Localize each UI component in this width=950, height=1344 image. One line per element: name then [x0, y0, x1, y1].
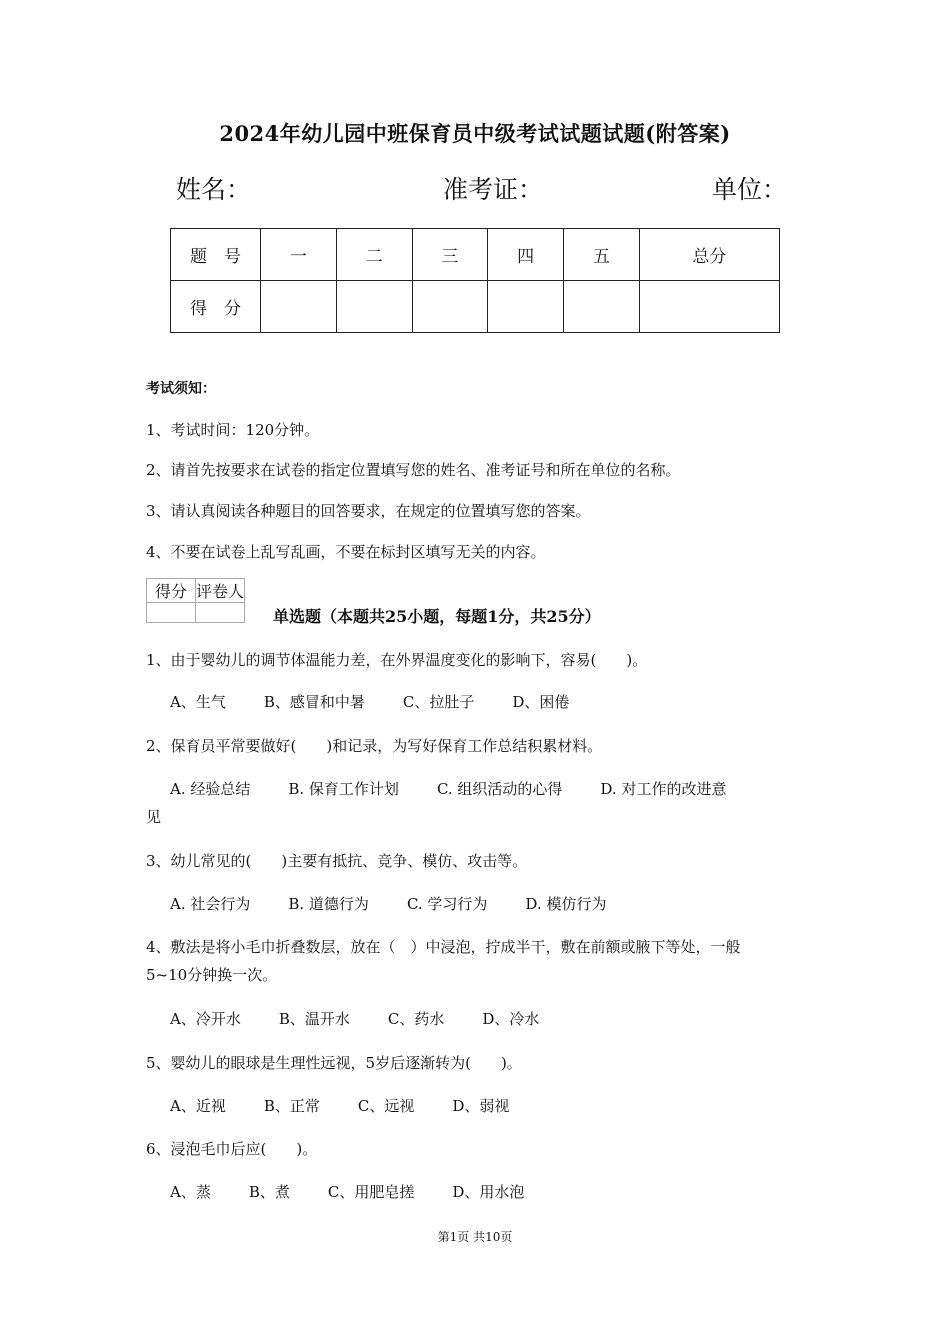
option: C. 学习行为	[406, 895, 488, 913]
score-table	[170, 228, 780, 333]
unit-field-label: 单位：	[712, 175, 788, 204]
option: B. 保育工作计划	[288, 780, 399, 798]
option: B. 道德行为	[288, 895, 369, 913]
question-text: 6、浸泡毛巾后应( )。	[146, 1140, 318, 1158]
score-table-cell: 五	[564, 229, 640, 281]
option: B、温开水	[278, 1010, 350, 1028]
question-options	[170, 1181, 562, 1202]
notice-item: 2、请首先按要求在试卷的指定位置填写您的姓名、准考证号和所在单位的名称。	[146, 461, 681, 479]
score-table-cell: 一	[261, 229, 337, 281]
question-text: 5、婴幼儿的眼球是生理性远视，5岁后逐渐转为( )。	[146, 1054, 522, 1072]
option: A. 经验总结	[170, 780, 251, 798]
question-text: 4、敷法是将小毛巾折叠数层，放在（ ）中浸泡，拧成半干，敷在前额或腋下等处，一般	[146, 938, 741, 956]
score-entry-cell[interactable]	[261, 281, 337, 333]
score-entry-cell[interactable]	[336, 281, 412, 333]
question-options	[170, 893, 644, 914]
score-table-cell: 三	[412, 229, 488, 281]
name-field-label: 姓名：	[176, 175, 252, 204]
score-entry-cell[interactable]	[639, 281, 779, 333]
option: A、冷开水	[170, 1010, 241, 1028]
question-options	[170, 691, 607, 712]
document-title: 2024年幼儿园中班保育员中级考试试题试题(附答案)	[219, 121, 731, 146]
option: C、药水	[387, 1010, 445, 1028]
notice-heading: 考试须知：	[146, 381, 216, 397]
score-table-score-row	[171, 281, 780, 333]
question-text: 2、保育员平常要做好( )和记录，为写好保育工作总结积累材料。	[146, 737, 603, 755]
section-title: 单选题（本题共25小题，每题1分，共25分）	[273, 607, 601, 626]
score-table-cell: 得 分	[171, 281, 261, 333]
option-wrap: 见	[146, 808, 162, 826]
question-text: 1、由于婴幼儿的调节体温能力差，在外界温度变化的影响下，容易( )。	[146, 651, 648, 669]
option: D、用水泡	[452, 1183, 525, 1201]
score-table-cell: 四	[488, 229, 564, 281]
grader-table	[146, 578, 245, 623]
question-options	[170, 1095, 547, 1116]
option: A、蒸	[170, 1183, 211, 1201]
option: C、拉肚子	[402, 693, 475, 711]
score-entry-cell[interactable]	[412, 281, 488, 333]
score-table-cell: 总分	[639, 229, 779, 281]
option: A. 社会行为	[170, 895, 251, 913]
score-table-cell: 二	[336, 229, 412, 281]
grader-reviewer-cell[interactable]	[196, 603, 245, 623]
option: C. 组织活动的心得	[436, 780, 563, 798]
question-options	[170, 778, 726, 799]
question-options	[170, 1008, 577, 1029]
score-entry-cell[interactable]	[488, 281, 564, 333]
option: A、近视	[170, 1097, 226, 1115]
question-text-wrap: 5~10分钟换一次。	[146, 966, 278, 984]
grader-reviewer-label: 评卷人	[196, 579, 245, 603]
question-text: 3、幼儿常见的( )主要有抵抗、竞争、模仿、攻击等。	[146, 852, 528, 870]
page-footer: 第1页 共10页	[437, 1230, 513, 1244]
option: D、弱视	[452, 1097, 510, 1115]
score-table-header-row	[171, 229, 780, 281]
option: A、生气	[170, 693, 226, 711]
notice-item: 4、不要在试卷上乱写乱画，不要在标封区填写无关的内容。	[146, 543, 546, 561]
notice-item: 3、请认真阅读各种题目的回答要求，在规定的位置填写您的答案。	[146, 502, 591, 520]
option: C、用肥皂搓	[327, 1183, 415, 1201]
exam-number-field-label: 准考证：	[443, 175, 544, 204]
grader-score-label: 得分	[147, 579, 196, 603]
option: D. 对工作的改进意	[600, 780, 727, 798]
option: B、正常	[263, 1097, 320, 1115]
option: B、感冒和中暑	[263, 693, 365, 711]
option: D. 模仿行为	[525, 895, 607, 913]
notice-item: 1、考试时间：120分钟。	[146, 421, 320, 439]
option: C、远视	[357, 1097, 415, 1115]
option: D、困倦	[512, 693, 570, 711]
option: B、煮	[248, 1183, 290, 1201]
grader-score-cell[interactable]	[147, 603, 196, 623]
score-table-cell: 题 号	[171, 229, 261, 281]
score-entry-cell[interactable]	[564, 281, 640, 333]
option: D、冷水	[482, 1010, 540, 1028]
